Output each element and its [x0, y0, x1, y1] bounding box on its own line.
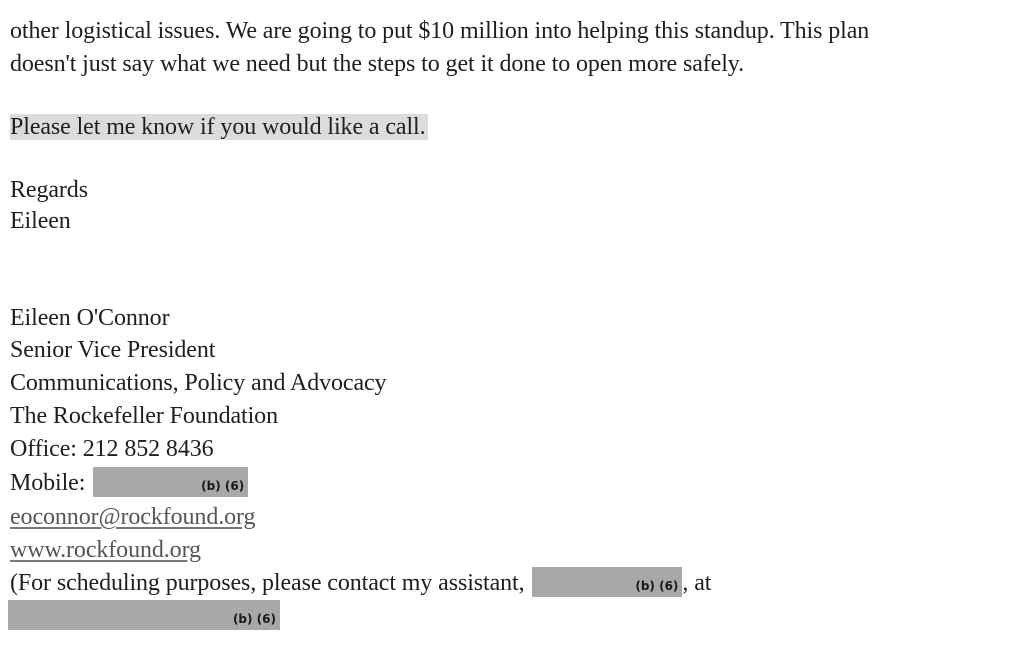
email-link[interactable]: eoconnor@rockfound.org [10, 504, 256, 530]
signature-website [10, 535, 201, 565]
signature-department: Communications, Policy and Advocacy [10, 370, 387, 396]
mobile-redaction-code: (b) (6) [201, 479, 245, 493]
signature-office-phone: Office: 212 852 8436 [10, 436, 214, 462]
mobile-label: Mobile: [10, 470, 86, 496]
call-request [10, 112, 428, 142]
signature-email [10, 502, 255, 532]
assistant-redaction [532, 567, 682, 597]
scheduling-prefix: (For scheduling purposes, please contact my assistant, [10, 570, 525, 596]
body-line-2: doesn't just say what we need but the steps to get it done to open more safely. [10, 51, 745, 77]
call-request-text: Please let me know if you would like a call. [10, 114, 426, 140]
assistant-contact-redaction [8, 600, 280, 630]
website-link[interactable]: www.rockfound.org [10, 537, 201, 563]
signature-title: Senior Vice President [10, 337, 216, 363]
scheduling-suffix: , at [682, 570, 712, 596]
scheduling-line [10, 567, 711, 598]
sender-first-name: Eileen [10, 208, 71, 234]
closing: Regards [10, 177, 88, 203]
mobile-redaction [93, 467, 248, 497]
body-line-1: other logistical issues. We are going to put $10 million into helping this standup. This plan [10, 18, 870, 44]
signature-name: Eileen O'Connor [10, 305, 170, 331]
assistant-contact-redaction-code: (b) (6) [232, 612, 276, 626]
signature-organization: The Rockefeller Foundation [10, 403, 278, 429]
assistant-contact-line [8, 600, 280, 631]
assistant-redaction-code: (b) (6) [635, 579, 679, 593]
signature-mobile [10, 467, 248, 498]
